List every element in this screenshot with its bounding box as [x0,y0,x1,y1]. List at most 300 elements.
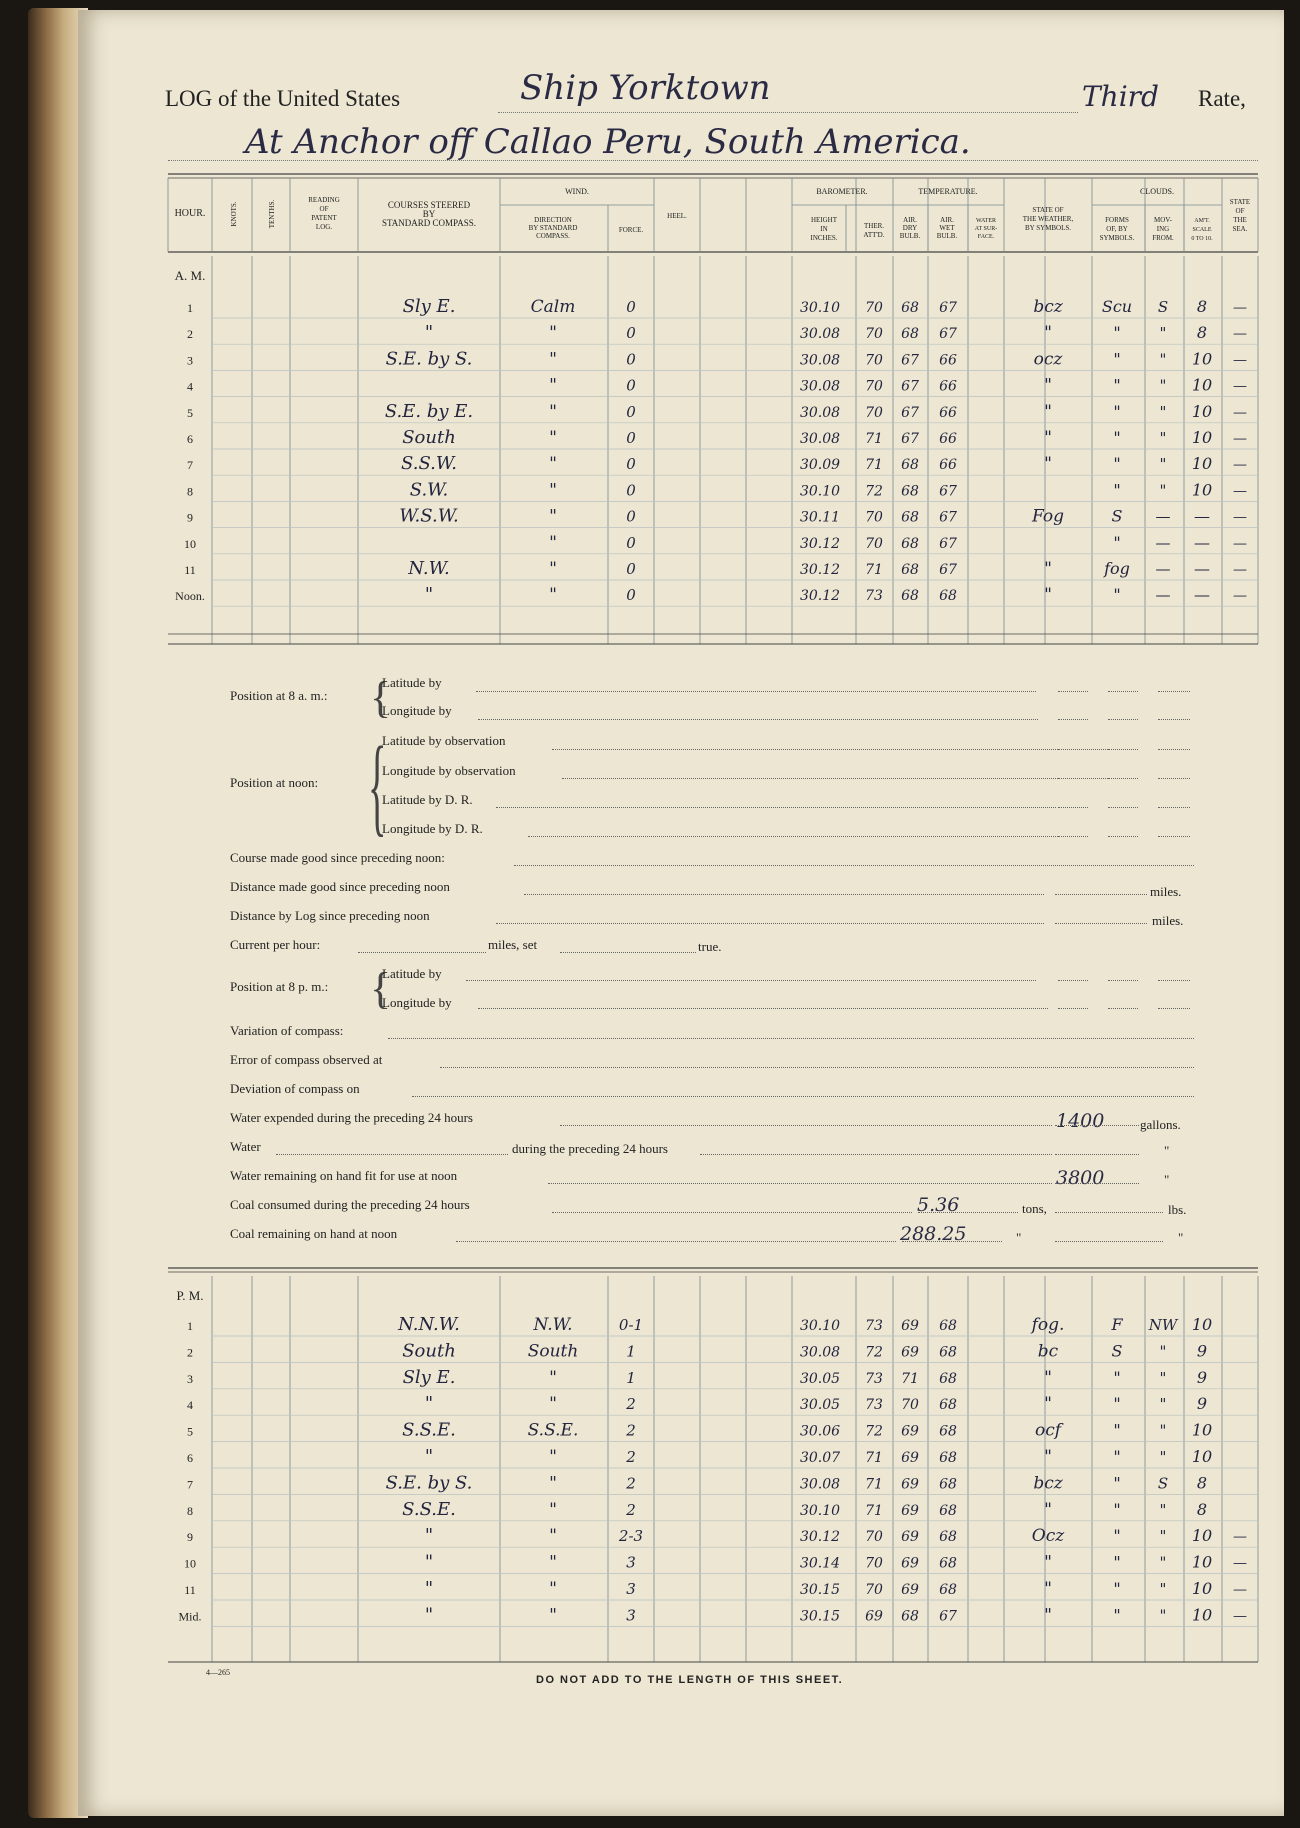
forms-cell: " [1113,454,1121,474]
ther-cell: 72 [865,483,883,500]
course-cell: " [424,322,434,344]
sea-header-line: SEA. [1232,225,1248,233]
baro-cell: 30.14 [799,1555,841,1572]
amt-cell: 10 [1191,1579,1213,1598]
force-cell: 3 [626,1606,636,1625]
hour-cell: 5 [187,1424,193,1439]
dir-cell: " [549,1579,557,1599]
knots-header: KNOTS. [230,201,238,227]
course-cell: Sly E. [402,1366,456,1388]
amt-cell: — [1194,559,1210,578]
baro-cell: 30.07 [799,1450,841,1466]
ther-cell: 70 [865,378,883,395]
water-exp-dot-line [560,1125,1052,1126]
dry-cell: 69 [901,1529,919,1546]
dir-cell: Calm [530,297,576,317]
wet-cell: 68 [939,588,957,605]
force-cell: 0 [626,298,636,316]
moving-cell: " [1159,350,1167,369]
ther-cell: 73 [865,588,883,605]
baro-cell: 30.08 [799,326,841,343]
weather-cell: " [1044,1579,1052,1599]
weather-cell: " [1044,559,1052,579]
posnoon-lat-dr: Latitude by D. R. [382,792,473,807]
dir-cell: " [549,349,557,370]
footer-notice: DO NOT ADD TO THE LENGTH OF THIS SHEET. [536,1674,844,1686]
coal-consumed-label: Coal consumed during the preceding 24 hours [230,1197,470,1212]
dir-cell: " [549,506,557,527]
degree-blank [1058,749,1088,750]
minute-blank [1108,1008,1138,1009]
forms-cell: " [1113,1420,1121,1440]
degree-blank [1058,980,1088,981]
baro-cell: 30.05 [799,1370,841,1387]
tenths-header: TENTHS. [268,199,276,229]
moving-cell: " [1159,324,1167,343]
hour-cell: 7 [187,458,193,473]
wind-direction-header-line: BY STANDARD [528,224,578,232]
course-dot-line [514,865,1194,866]
coal-consumed-value: 5.36 [917,1194,960,1216]
sea-cell: — [1233,378,1247,395]
dry-cell: 67 [901,404,919,421]
sea-cell: — [1233,326,1247,343]
minute-blank [1108,980,1138,981]
brace-noon: { [368,724,387,846]
patent-log-header-line: OF [319,205,329,213]
amt-cell: 10 [1191,349,1213,369]
wet-cell: 68 [939,1582,957,1598]
course-cell: S.E. by E. [384,400,474,422]
dry-cell: 68 [901,535,919,552]
force-cell: 0-1 [618,1316,644,1334]
minute-blank [1108,836,1138,837]
dir-cell: " [549,428,557,448]
posnoon-lon-obs: Longitude by observation [382,763,516,778]
hour-cell: 1 [187,1319,193,1333]
wet-cell: 67 [939,509,957,526]
ther-cell: 71 [865,1450,883,1466]
dry-cell: 68 [901,483,919,500]
amt-cell: — [1194,585,1210,605]
force-cell: 2 [626,1500,636,1519]
ther-cell: 70 [865,1529,883,1546]
variation-label: Variation of compass: [230,1023,344,1038]
ship-underline [498,112,1078,113]
baro-cell: 30.05 [799,1397,841,1414]
weather-cell: " [1044,1367,1052,1388]
deviation-dot-line [412,1096,1194,1097]
wet-cell: 66 [939,352,957,369]
current-set-line [560,952,696,953]
force-cell: 3 [626,1553,636,1572]
baro-cell: 30.08 [799,1476,841,1493]
dry-cell: 68 [901,457,919,474]
dir-cell: " [549,323,557,344]
moving-cell: " [1159,1421,1167,1440]
sea-header-line: OF [1235,207,1245,215]
water-ditto: " [1164,1143,1170,1158]
water-expended-value: 1400 [1056,1110,1105,1132]
error-dot-line [440,1067,1194,1068]
baro-cell: 30.12 [799,535,841,552]
hour-cell: 8 [187,484,193,499]
cloud-forms-header-line: FORMS [1105,216,1129,224]
error-label: Error of compass observed at [230,1052,383,1067]
forms-cell: " [1113,323,1121,343]
dir-cell: " [549,585,557,606]
hour-cell: 7 [187,1477,193,1492]
force-cell: 0 [626,429,636,447]
wet-cell: 68 [939,1344,957,1361]
baro-cell: 30.15 [799,1582,841,1598]
dir-cell: S.S.E. [527,1420,579,1441]
hour-cell: 2 [187,327,193,342]
moving-cell: " [1159,429,1167,447]
pm-label: P. M. [176,1288,204,1303]
weather-cell: " [1044,428,1052,448]
weather-cell: " [1044,1394,1052,1415]
dry-cell: 68 [901,326,919,343]
wind-force-header-line: FORCE. [618,226,644,234]
second-blank [1158,980,1190,981]
baro-cell: 30.08 [799,352,841,369]
dry-cell: 69 [901,1502,919,1519]
distance-log-dot-line [496,923,1044,924]
force-cell: 2 [626,1421,636,1440]
title-prefix: LOG of the United States [165,86,401,111]
coal-lbs-ditto: " [1178,1230,1184,1245]
dir-cell: " [549,401,557,422]
position-dot-line [478,1008,1048,1009]
hour-cell: 4 [187,1398,193,1413]
course-cell: W.S.W. [399,505,459,527]
dry-cell: 67 [901,378,919,395]
baro-height-header-line: IN [820,225,828,233]
water-label: Water [230,1139,261,1154]
hour-cell: Noon. [175,589,205,604]
air-dry-header-line: AIR. [903,216,917,224]
moving-cell: " [1159,1448,1167,1466]
amt-cell: 8 [1196,297,1208,316]
sea-cell: — [1233,431,1247,447]
baro-cell: 30.08 [799,404,841,421]
barometer-header-line: BAROMETER. [816,187,868,196]
pos8am-lon: Longitude by [382,703,452,718]
wet-cell: 68 [939,1476,957,1493]
forms-cell: " [1113,1394,1121,1414]
coal-cons-blank [918,1212,1018,1213]
dry-cell: 67 [901,431,919,447]
course-cell: South [402,1340,456,1362]
course-cell: N.N.W. [398,1314,460,1335]
deviation-label: Deviation of compass on [230,1081,360,1096]
ther-cell: 72 [865,1344,883,1361]
sea-cell: — [1233,562,1247,578]
baro-cell: 30.09 [799,457,841,474]
force-cell: 0 [626,455,636,474]
position-dot-line [496,807,1056,808]
current-label: Current per hour: [230,937,321,952]
dry-cell: 69 [901,1423,919,1440]
amt-cell: 9 [1196,1341,1208,1361]
minute-blank [1108,719,1138,720]
hour-cell: 4 [187,379,193,394]
force-cell: 3 [626,1580,636,1598]
moving-cell: S [1157,298,1169,316]
hour-cell: 9 [187,510,193,525]
dir-cell: " [549,375,557,396]
current-true: true. [698,939,722,954]
dir-cell: N.W. [533,1315,573,1335]
course-cell: S.S.W. [401,453,457,475]
force-cell: 0 [626,586,636,605]
sea-header-line: THE [1233,216,1247,224]
water-exp-blank [1055,1125,1139,1126]
ther-cell: 69 [865,1608,883,1625]
pos8am-lat: Latitude by [382,675,442,690]
location-text: At Anchor off Callao Peru, South America. [245,122,971,162]
baro-cell: 30.12 [799,562,841,578]
ther-cell: 71 [865,431,883,447]
pos8pm-lon: Longitude by [382,995,452,1010]
dir-cell: " [549,454,557,475]
ther-att-header-line: ATT'D. [863,231,885,239]
pos8pm-lat: Latitude by [382,966,442,981]
dry-cell: 69 [901,1582,919,1598]
ther-cell: 71 [865,562,883,578]
ship-name: Ship Yorktown [520,68,771,108]
ther-cell: 73 [865,1397,883,1414]
water-surface-header-line: AT SUR- [974,226,998,232]
forms-cell: " [1113,1605,1121,1625]
cloud-amount-header-line: SCALE [1192,227,1212,233]
moving-cell: " [1159,1368,1167,1387]
amt-cell: 9 [1196,1394,1208,1414]
sea-cell: — [1233,509,1247,526]
forms-cell: F [1111,1315,1123,1334]
second-blank [1158,719,1190,720]
weather-cell: " [1044,1447,1052,1467]
forms-cell: " [1113,349,1121,369]
dry-cell: 69 [901,1344,919,1361]
baro-cell: 30.10 [799,300,841,316]
ther-cell: 70 [865,1582,883,1598]
course-cell: " [424,1604,434,1626]
amt-cell: 10 [1191,375,1213,395]
baro-height-header-line: HEIGHT [810,216,838,224]
water-during-label: during the preceding 24 hours [512,1141,668,1156]
current-dot-line [358,952,486,953]
sea-header-line: STATE [1229,198,1251,206]
course-cell: S.S.E. [402,1419,456,1441]
moving-cell: " [1159,402,1167,421]
amt-cell: 8 [1196,1473,1208,1493]
amt-cell: 8 [1196,1499,1208,1519]
weather-header-line: THE WEATHER, [1022,215,1074,223]
forms-cell: S [1111,1341,1123,1361]
moving-cell: " [1159,1342,1167,1361]
amt-cell: — [1194,532,1210,552]
amt-cell: 10 [1191,401,1213,421]
degree-blank [1058,719,1088,720]
temperature-header-line: TEMPERATURE. [918,187,978,196]
sea-cell: — [1233,457,1247,474]
cloud-amount-header-line: 0 TO 10. [1191,236,1213,242]
coal-lbs-blank [1055,1212,1163,1213]
hour-header-line: HOUR. [174,208,206,219]
posnoon-label: Position at noon: [230,775,319,790]
wind-header-line: WIND. [565,187,589,196]
weather-cell: " [1044,585,1052,606]
weather-cell: bcz [1033,1473,1063,1494]
cloud-moving-header-line: MOV- [1153,216,1173,224]
force-cell: 0 [626,324,636,343]
baro-cell: 30.06 [799,1423,841,1440]
weather-cell: " [1044,375,1052,396]
forms-cell: S [1111,506,1123,526]
minute-blank [1108,691,1138,692]
moving-cell: " [1159,481,1167,500]
amt-cell: 10 [1191,1552,1213,1572]
tons-unit: tons, [1022,1201,1047,1216]
dir-cell: " [549,1552,557,1573]
distance-log-label: Distance by Log since preceding noon [230,908,430,923]
moving-cell: " [1159,1500,1167,1519]
weather-cell: " [1044,401,1052,422]
cloud-amount-header-line: AM'T. [1194,218,1210,224]
forms-cell: " [1113,401,1121,421]
second-blank [1158,691,1190,692]
amt-cell: 10 [1191,1420,1213,1440]
ther-cell: 73 [865,1370,883,1387]
posnoon-lat-obs: Latitude by observation [382,733,506,748]
water-surface-header-line: FACE. [977,234,995,240]
force-cell: 1 [626,1342,636,1361]
courses-header-line: STANDARD COMPASS. [382,218,476,228]
baro-cell: 30.08 [799,378,841,395]
dry-cell: 68 [901,1608,919,1625]
brace-8pm: { [370,964,392,1013]
coal-rem-dot-line [456,1241,896,1242]
forms-cell: fog [1104,559,1130,578]
wet-cell: 68 [939,1370,957,1387]
baro-cell: 30.08 [799,431,841,447]
second-blank [1158,778,1190,779]
wet-cell: 66 [939,378,957,395]
water-remaining-ditto: " [1164,1172,1170,1187]
water-during-dot-line [700,1154,1052,1155]
ther-cell: 70 [865,404,883,421]
distance-log-blank [1055,923,1147,924]
weather-cell: " [1044,323,1052,344]
hour-cell: 10 [184,536,196,551]
position-dot-line [476,691,1036,692]
course-cell: " [424,1578,434,1599]
amt-cell: 10 [1191,454,1213,474]
moving-cell: — [1155,507,1171,526]
position-dot-line [528,836,1088,837]
wind-direction-header-line: DIRECTION [534,216,572,224]
forms-cell: " [1113,1526,1121,1546]
forms-cell: " [1113,480,1121,500]
moving-cell: — [1155,533,1171,552]
force-cell: 0 [626,350,636,369]
course-cell: S.E. by S. [385,348,473,370]
dry-cell: 67 [901,352,919,369]
dry-cell: 68 [901,562,919,578]
coal-cons-dot-line [552,1212,912,1213]
am-label: A. M. [174,268,206,283]
wet-cell: 67 [939,326,957,343]
dry-cell: 68 [901,509,919,526]
baro-cell: 30.11 [799,509,841,526]
amt-cell: 10 [1191,480,1213,500]
weather-cell: fog. [1031,1315,1065,1335]
sea-cell: — [1233,1582,1247,1598]
clouds-header-line: CLOUDS. [1139,187,1175,196]
sea-cell: — [1233,535,1247,552]
posnoon-lon-dr: Longitude by D. R. [382,821,483,836]
air-wet-header-line: WET [939,224,955,232]
form-number: 4—265 [206,1668,230,1677]
position-dot-line [478,719,1038,720]
water-surface-header-line: WATER [976,218,996,224]
coal-remaining-value: 288.25 [900,1223,967,1245]
dry-cell: 69 [901,1450,919,1466]
course-cell: S.S.E. [402,1498,456,1520]
forms-cell: " [1113,1579,1121,1598]
forms-cell: " [1113,1473,1121,1493]
dry-cell: 69 [901,1555,919,1572]
patent-log-header-line: READING [308,196,340,204]
water-dot-line [276,1154,508,1155]
amt-cell: 10 [1191,1447,1213,1466]
ther-cell: 71 [865,1502,883,1519]
dry-cell: 71 [901,1370,919,1387]
course-cell: " [424,1446,434,1467]
distance-log-miles: miles. [1152,913,1184,928]
forms-cell: " [1113,1367,1121,1387]
moving-cell: NW [1148,1316,1178,1334]
dir-cell: " [549,1473,557,1494]
course-cell: " [424,1551,434,1573]
ther-cell: 71 [865,457,883,474]
ther-cell: 70 [865,1555,883,1572]
dir-cell: " [549,1447,557,1467]
position-dot-line [562,778,1122,779]
hour-cell: 11 [184,563,196,577]
force-cell: 2 [626,1474,636,1493]
hour-cell: 8 [187,1503,193,1518]
moving-cell: " [1159,1606,1167,1625]
wet-cell: 66 [939,431,957,447]
sea-cell: — [1233,1608,1247,1625]
degree-blank [1058,836,1088,837]
forms-cell: " [1113,532,1121,552]
weather-cell: " [1044,454,1052,475]
minute-blank [1108,778,1138,779]
amt-cell: 9 [1196,1367,1208,1387]
forms-cell: Scu [1101,297,1133,316]
baro-height-header-line: INCHES. [810,234,838,242]
current-miles-set: miles, set [488,937,538,952]
wet-cell: 68 [939,1318,957,1334]
second-blank [1158,749,1190,750]
wet-cell: 68 [939,1450,957,1466]
lbs-unit: lbs. [1168,1202,1187,1217]
hour-cell: 1 [187,301,193,315]
